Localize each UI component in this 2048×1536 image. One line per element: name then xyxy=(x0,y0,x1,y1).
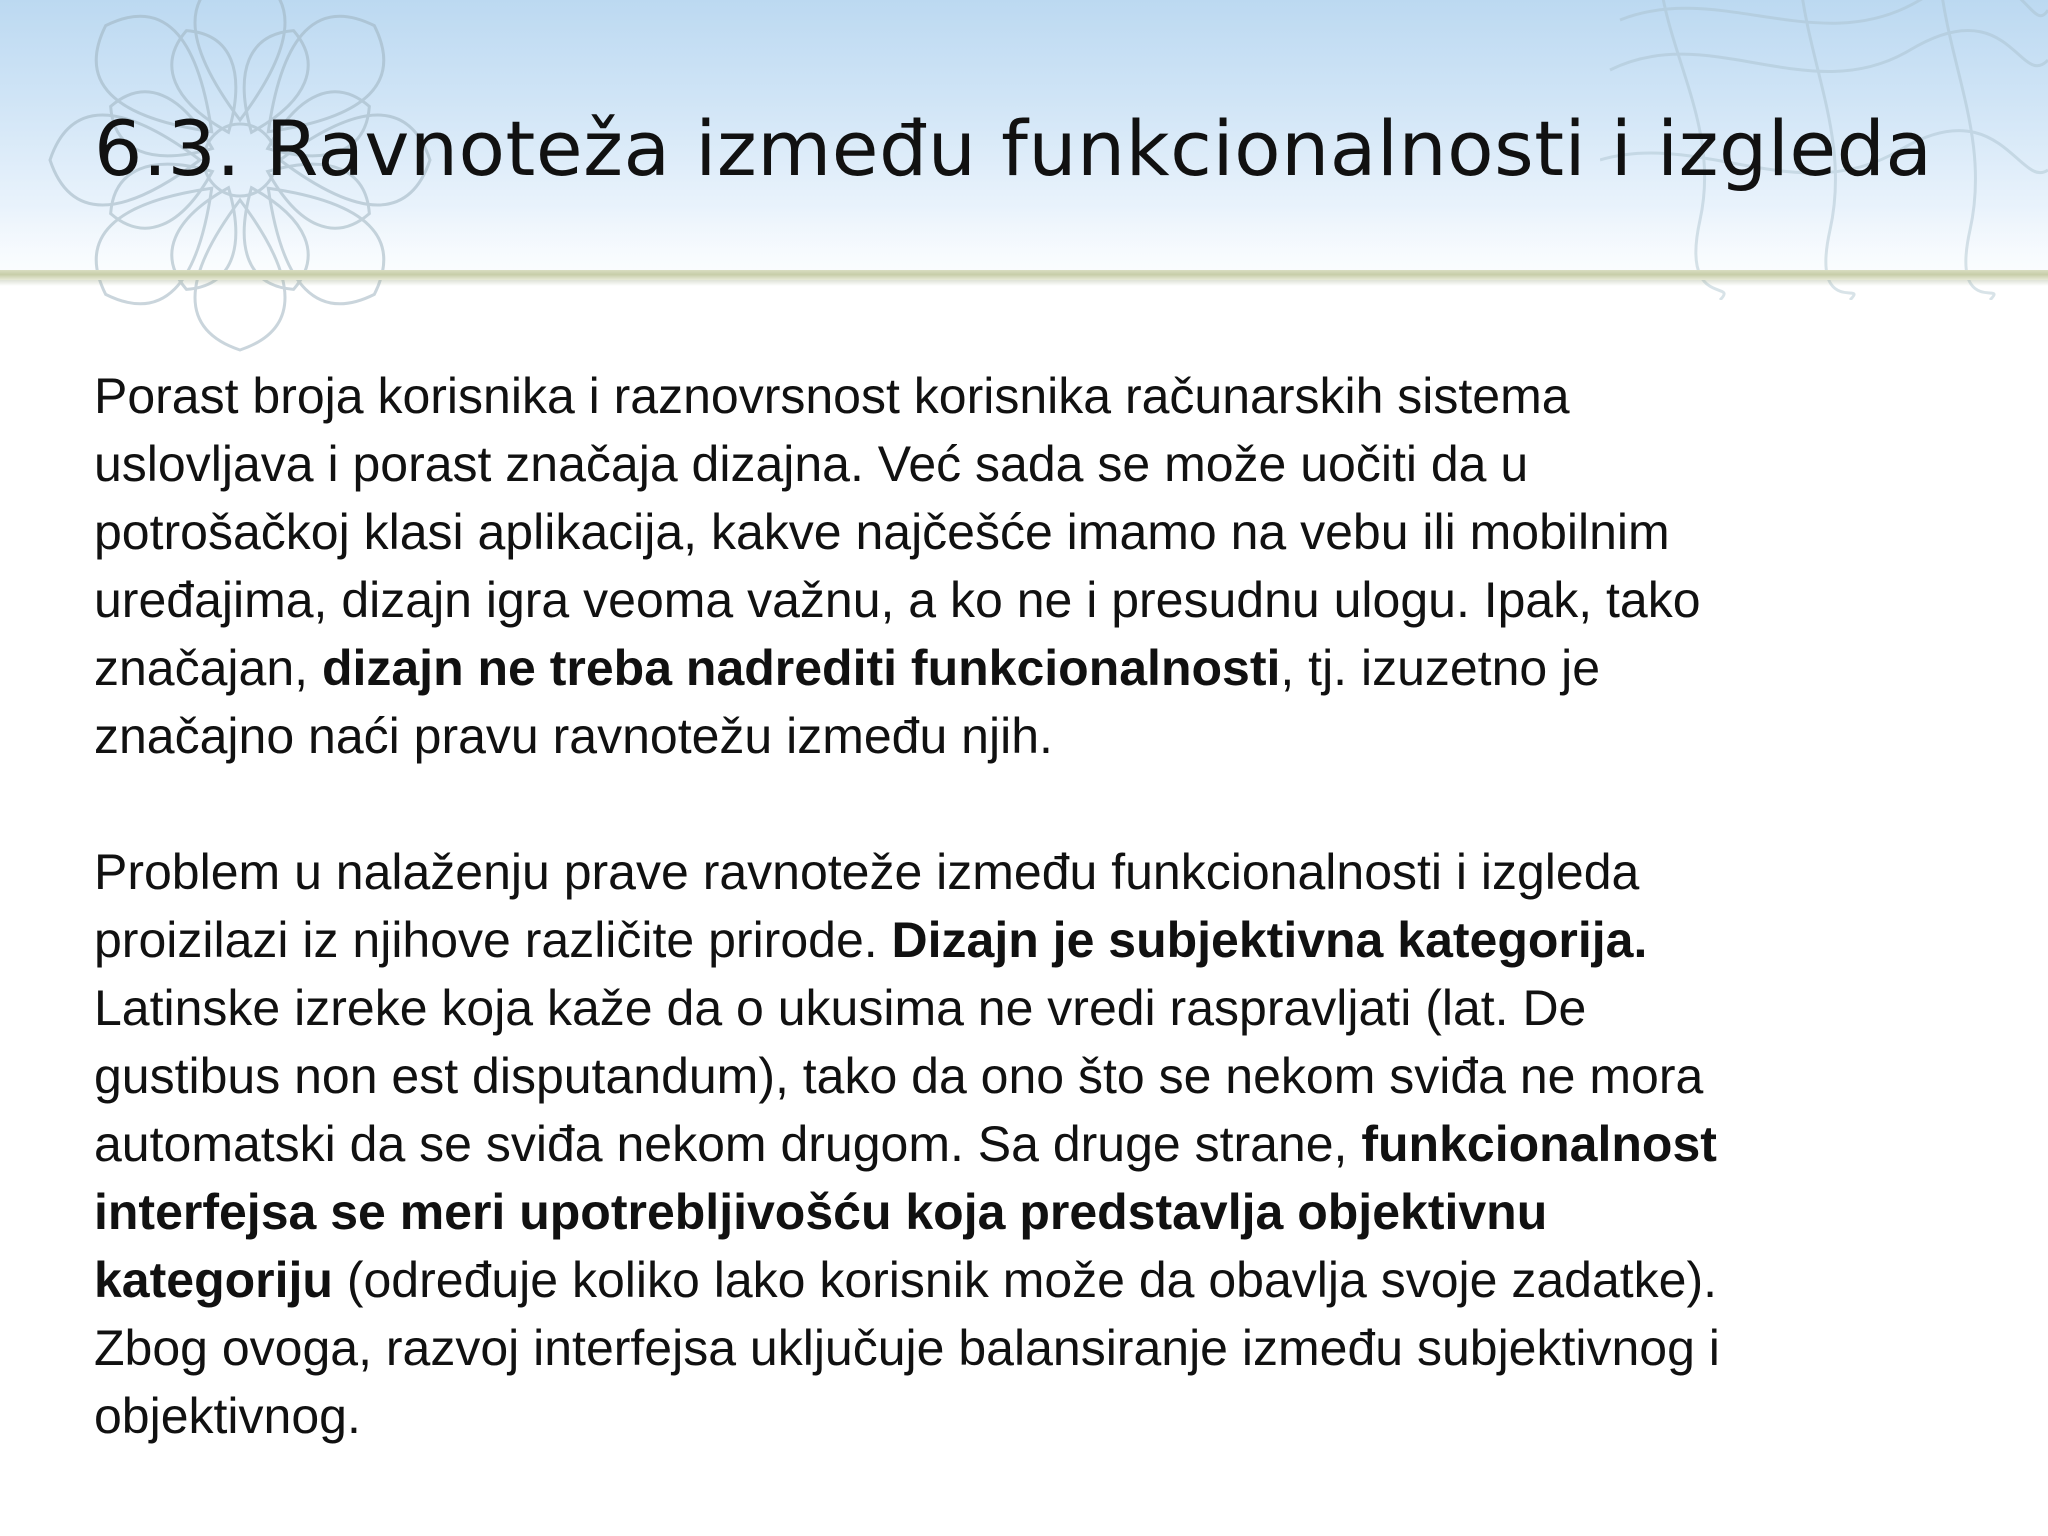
text-segment: (određuje koliko lako korisnik može da obavlja svoje zadatke). xyxy=(332,1252,1717,1308)
text-line xyxy=(94,572,1701,628)
text-line xyxy=(94,1320,1720,1376)
header-divider-shadow xyxy=(0,280,2048,286)
text-line xyxy=(94,1184,1547,1240)
text-line xyxy=(94,368,1570,424)
text-line xyxy=(94,1048,1703,1104)
text-segment: gustibus non est disputandum), tako da ono što se nekom sviđa ne mora xyxy=(94,1048,1704,1104)
text-segment: Problem u nalaženju prave ravnoteže između funkcionalnosti i izgleda xyxy=(94,844,1640,900)
text-segment: uređajima, dizajn igra veoma važnu, a ko ne i presudnu ulogu. Ipak, tako xyxy=(94,572,1701,628)
text-line xyxy=(94,980,1586,1036)
text-segment: , tj. izuzetno je xyxy=(1280,640,1600,696)
bold-text: interfejsa se meri upotrebljivošću koja predstavlja objektivnu xyxy=(94,1184,1548,1240)
slide-title: 6.3. Ravnoteža između funkcionalnosti i izgleda xyxy=(94,104,1933,193)
text-segment: značajno naći pravu ravnotežu između njih. xyxy=(94,708,1053,764)
bold-text: Dizajn je subjektivna kategorija. xyxy=(891,912,1648,968)
slide-body xyxy=(94,362,1994,1450)
text-line xyxy=(94,708,1053,764)
header-divider xyxy=(0,270,2048,280)
text-segment: Zbog ovoga, razvoj interfejsa uključuje balansiranje između subjektivnog i xyxy=(94,1320,1720,1376)
bold-text: kategoriju xyxy=(94,1252,333,1308)
bold-text: funkcionalnost xyxy=(1361,1116,1717,1172)
text-line xyxy=(94,436,1528,492)
text-line xyxy=(94,1252,1717,1308)
text-line xyxy=(94,1116,1717,1172)
text-line xyxy=(94,912,1647,968)
text-segment: objektivnog. xyxy=(94,1388,361,1444)
text-segment: uslovljava i porast značaja dizajna. Već sada se može uočiti da u xyxy=(94,436,1529,492)
body-paragraph xyxy=(94,838,1994,1450)
body-paragraph xyxy=(94,362,1994,770)
text-line xyxy=(94,504,1670,560)
bold-text: dizajn ne treba nadrediti funkcionalnosti xyxy=(321,640,1281,696)
text-segment: automatski da se sviđa nekom drugom. Sa druge strane, xyxy=(94,1116,1362,1172)
text-segment: proizilazi iz njihove različite prirode. xyxy=(94,912,892,968)
text-line xyxy=(94,844,1639,900)
text-segment: značajan, xyxy=(94,640,322,696)
text-line xyxy=(94,1388,361,1444)
text-segment: potrošačkoj klasi aplikacija, kakve najčešće imamo na vebu ili mobilnim xyxy=(94,504,1670,560)
text-segment: Latinske izreke koja kaže da o ukusima ne vredi raspravljati (lat. De xyxy=(94,980,1587,1036)
text-segment: Porast broja korisnika i raznovrsnost korisnika računarskih sistema xyxy=(94,368,1570,424)
text-line xyxy=(94,640,1600,696)
